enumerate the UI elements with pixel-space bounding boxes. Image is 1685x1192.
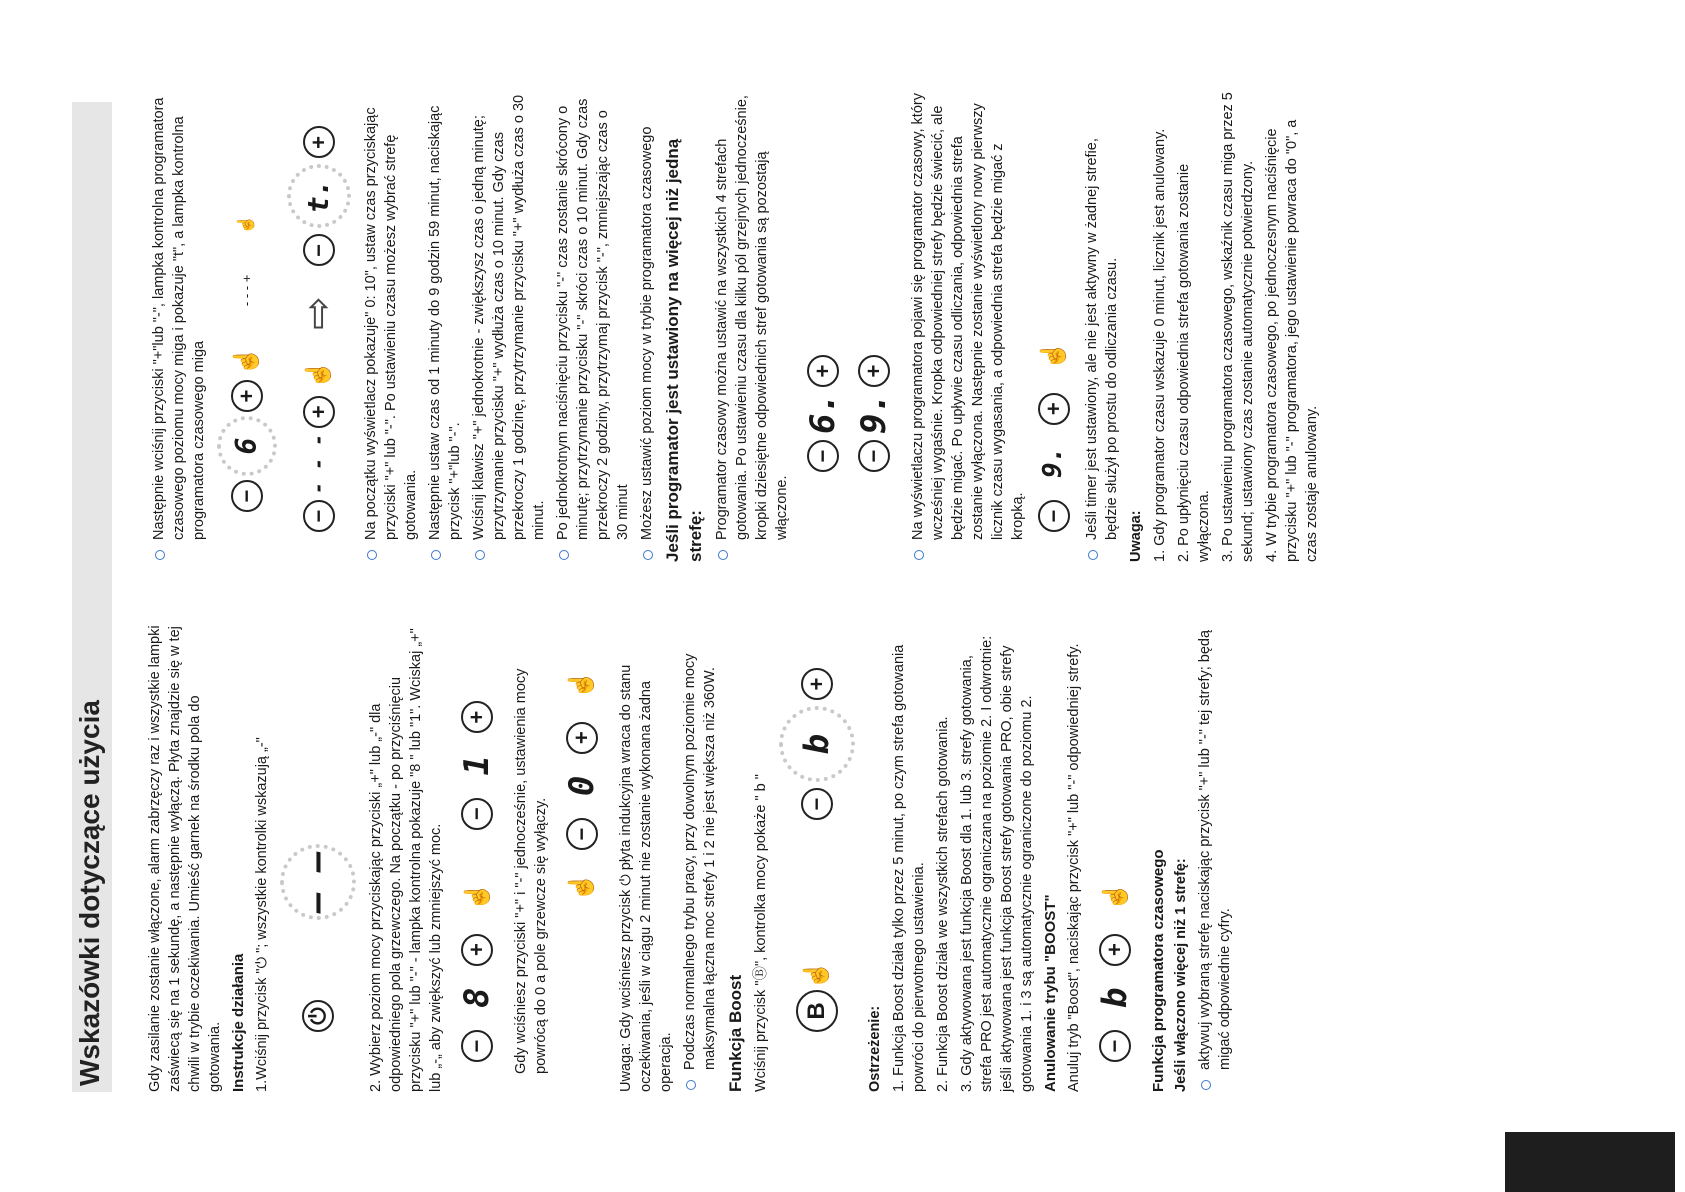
boost-heading: Funkcja Boost: [725, 974, 745, 1092]
minus-icon: −: [858, 440, 890, 472]
timer-multi-zone: Jeśli włączono więcej niż 1 strefę:: [1173, 858, 1190, 1092]
page-tab-marker: [1505, 1132, 1675, 1192]
hand-pointer-icon: ☝: [237, 214, 255, 235]
display-dashes: - - -: [306, 433, 331, 494]
minus-icon: −: [303, 234, 335, 266]
hand-pointer-icon: ☝: [1040, 340, 1068, 371]
bullet-normal-mode: Podczas normalnego trybu pracy, przy dowolnym poziomie mocy maksymalna łączna moc strefy 1 i 2 nie jest większa niż 360W.: [680, 622, 720, 1092]
timer-heading: Funkcja programatora czasowego: [1149, 849, 1167, 1092]
instructions-heading: Instrukcje działania: [230, 953, 247, 1092]
intro-text: Gdy zasilanie zostanie włączone, alarm zabrzęczy raz i wszystkie lampki zaświecą się na 1 sekundę, a następnie wyłączą. Płyta znajdzie się w tej chwili w trybie oczekiwania. Umieść garnek na środku pola do gotowania.: [147, 625, 223, 1092]
timer-bullet-1: aktywuj wybraną strefę naciskając przycisk "+" lub "-" tej strefy; będą migać odpowiednie cyfry.: [1195, 622, 1235, 1092]
plus-icon: +: [303, 396, 335, 428]
minus-icon: −: [461, 798, 493, 830]
display-six: 6: [217, 416, 277, 476]
left-column: [145, 622, 1239, 1092]
multi-zone-heading: Jeśli programator jest ustawiony na więcej niż jedną strefę:: [663, 138, 706, 562]
cancel-boost-text: Anuluj tryb "Boost", naciskając przycisk "+" lub "-" odpowiedniej strefy.: [1065, 643, 1082, 1092]
figure-nine-dot: [1036, 92, 1072, 532]
figure-timer-1: [217, 92, 277, 512]
display-boost: b: [779, 706, 855, 782]
right-bullet-1: Następnie wciśnij przyciski "+"lub "-", lampka kontrolna programatora czasowego poziomu mocy miga i pokazuje "t", a lampka kontrolna programatora czasowego miga: [149, 92, 209, 562]
right-bullet-4: Wciśnij klawisz "+" jednokrotnie - zwiększysz czas o jedną minutę; przytrzymanie przycisku "+" wydłuża czas o 10 minut. Gdy czas przekroczy 1 godzinę, przytrzymanie przycisku "+" wydłuża czas o 30 minut.: [469, 92, 549, 562]
boost-button-icon: B: [796, 990, 838, 1032]
display-boost-small: b: [1094, 987, 1135, 1008]
display-zero: 0: [561, 775, 602, 797]
figure-power-levels: [454, 622, 501, 1062]
minus-icon: −: [461, 1030, 493, 1062]
right-bullet-5: Po jednokrotnym naciśnięciu przycisku "-" czas zostanie skrócony o minutę; przytrzymanie przycisku "-" skróci czas o 10 minut. Gdy czas przekroczy 2 godziny, przytrzymaj przycisk "-", zmniejszając czas o 30 minut: [553, 92, 633, 562]
plus-icon: +: [1099, 934, 1131, 966]
figure-zero: [559, 622, 606, 902]
timer-mini-display: - - - +: [239, 274, 255, 307]
right-bullet-6: Możesz ustawić poziom mocy w trybie programatora czasowego: [637, 92, 657, 562]
step-1: 1.Wciśnij przycisk "⏻ "; wszystkie kontrolki wskazują „-": [253, 737, 270, 1092]
warning-2: 2. Funkcja Boost działa we wszystkich strefach gotowania.: [934, 716, 951, 1092]
display-nine-dot: 9.: [853, 393, 894, 434]
hand-pointer-icon: ☝: [568, 669, 596, 700]
right-column: [145, 92, 1326, 562]
note-standby: Uwaga: Gdy wciśniesz przycisk ⏻ płyta indukcyjna wraca do stanu oczekiwania, jeśli w ciągu 2 minut nie zostanie wykonana żadna operacja.: [617, 664, 674, 1092]
warning-3: 3. Gdy aktywowana jest funkcja Boost dla 1. lub 3. strefy gotowania, strefa PRO jest automatycznie ograniczana na poziomie 2. I odwrotnie: jeśli aktywowana jest funkcja Boost strefy gotowania PRO, obie strefy gotowania 1. i 3 są automatycznie ograniczone do poziomu 2.: [958, 635, 1035, 1092]
display-six-dot: 6.: [802, 393, 843, 434]
page-title: Wskazówki dotyczące użycia: [74, 700, 105, 1086]
hand-pointer-icon: ☝: [568, 872, 596, 902]
cancel-boost-heading: Anulowanie trybu "BOOST": [1041, 894, 1059, 1092]
figure-boost: [779, 622, 855, 1032]
right-bullet-2: Na początku wyświetlacz pokazuje" 0: 10", ustaw czas przyciskając przyciski "+" lub "-". Po ustawieniu czasu możesz wybrać strefę gotowania.: [361, 92, 421, 562]
power-icon: ⏻: [302, 1000, 334, 1032]
note-2: 2. Po upłynięciu czasu odpowiednia strefa gotowania zostanie wyłączona.: [1175, 163, 1212, 562]
minus-icon: −: [1099, 1030, 1131, 1062]
warning-1: 1. Funkcja Boost działa tylko przez 5 minut, po czym strefa gotowania powróci do pierwotnego ustawienia.: [890, 644, 927, 1092]
display-one: 1: [456, 755, 497, 776]
both-pressed-text: Gdy wciśniesz przyciski "+" i "-" jednocześnie, ustawienia mocy powrócą do 0 a pole grzewcze się wyłączy.: [512, 668, 549, 1074]
step-2: 2. Wybierz poziom mocy przyciskając przyciski „+" lub „-" dla odpowiedniego pola grzewczego. Na początku - po przyciśnięciu przycisku "+" lub "-" - lampka kontrolna pokazuje "8 " lub "1". Wciskaj „+" lub „-„ aby zwiększyć lub zmniejszyć moc.: [367, 628, 444, 1092]
right-bullet-7: Programator czasowy można ustawić na wszystkich 4 strefach gotowania. Po ustawieniu czasu dla kilku pól grzejnych jednocześnie, kropki dziesiętne odpowiednich stref gotowania są pozostają włączone.: [712, 92, 792, 562]
plus-icon: +: [566, 722, 598, 754]
boost-text: Wciśnij przycisk "Ⓑ", kontrolka mocy pokaże " b ": [752, 774, 769, 1092]
note-3: 3. Po ustawieniu programatora czasowego, wskaźnik czasu miga przez 5 sekund; ustawiony czas zostanie automatycznie potwierdzony.: [1219, 92, 1256, 562]
hand-pointer-icon: ☝: [463, 881, 491, 912]
display-nine-dot-small: 9.: [1037, 446, 1068, 478]
hand-pointer-icon: ☝: [305, 359, 333, 390]
plus-icon: +: [231, 380, 263, 412]
plus-icon: +: [461, 934, 493, 966]
figure-timer-2: [287, 92, 351, 532]
arrow-right-icon: ⇨: [296, 296, 341, 330]
figure-decimal: [800, 92, 898, 472]
figure-power: [280, 622, 356, 1032]
right-bullet-3: Następnie ustaw czas od 1 minuty do 9 godzin 59 minut, naciskając przycisk "+"lub "-".: [425, 92, 465, 562]
plus-icon: +: [461, 701, 493, 733]
plus-icon: +: [858, 355, 890, 387]
figure-cancel-boost: [1092, 622, 1139, 1062]
hand-pointer-icon: ☝: [233, 346, 261, 376]
minus-icon: −: [303, 500, 335, 532]
plus-icon: +: [801, 668, 833, 700]
note-1: 1. Gdy programator czasu wskazuje 0 minut, licznik jest anulowany.: [1151, 128, 1168, 562]
display-t: t.: [287, 164, 351, 228]
notes-heading: Uwaga:: [1127, 510, 1144, 562]
minus-icon: −: [1038, 500, 1070, 532]
note-4: 4. W trybie programatora czasowego, po jednoczesnym naciśnięcie przycisku "+" lub "-" programatora, jego ustawienie powraca do "0", a czas zostaje anulowany.: [1263, 119, 1320, 562]
warning-heading: Ostrzeżenie:: [866, 1005, 883, 1092]
display-dash: – –: [280, 844, 356, 920]
hand-pointer-icon: ☝: [1101, 881, 1129, 912]
minus-icon: −: [231, 480, 263, 512]
plus-icon: +: [1038, 393, 1070, 425]
display-eight: 8: [456, 987, 497, 1008]
hand-pointer-icon: ☝: [802, 960, 830, 990]
plus-icon: +: [807, 355, 839, 387]
minus-icon: −: [807, 440, 839, 472]
right-bullet-8: Na wyświetlaczu programatora pojawi się programator czasowy, który wcześniej wygaśnie. Kropka odpowiedniej strefy będzie świecić, ale będzie migać. Po upływie czasu odliczania, odpowiednia strefa zostanie wyłączona. Następnie zostanie wyświetlony nowy pierwszy licznik czasu wygasania, a odpowiednia strefa będzie migać z kropką.: [908, 92, 1028, 562]
minus-icon: −: [801, 788, 833, 820]
minus-icon: −: [566, 818, 598, 850]
right-bullet-9: Jeśli timer jest ustawiony, ale nie jest aktywny w żadnej strefie, będzie służył po prostu do odliczania czasu.: [1082, 92, 1122, 562]
plus-icon: +: [303, 126, 335, 158]
